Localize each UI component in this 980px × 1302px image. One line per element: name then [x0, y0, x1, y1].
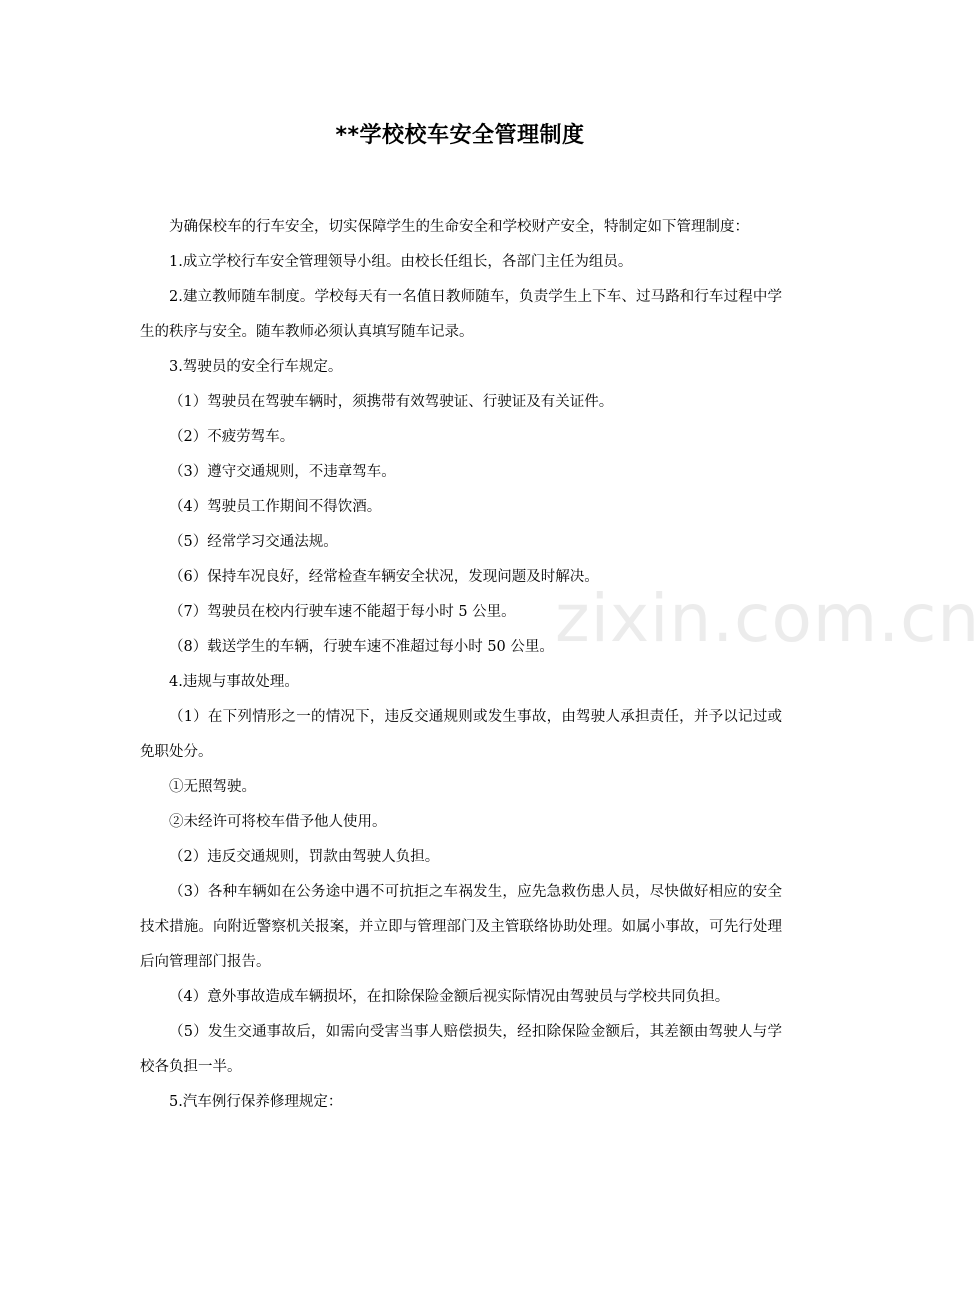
- list-item: （4）驾驶员工作期间不得饮酒。: [169, 499, 382, 515]
- paragraph: 2.建立教师随车制度。学校每天有一名值日教师随车，负责学生上下车、过马路和行车过程中学生的秩序与安全。随车教师必须认真填写随车记录。: [140, 289, 782, 340]
- list-item: （8）载送学生的车辆，行驶车速不准超过每小时 50 公里。: [169, 639, 554, 655]
- list-item: （6）保持车况良好，经常检查车辆安全状况，发现问题及时解决。: [169, 569, 599, 585]
- sub-list-item: ①无照驾驶。: [169, 779, 256, 795]
- list-item: （1）驾驶员在驾驶车辆时，须携带有效驾驶证、行驶证及有关证件。: [169, 394, 614, 410]
- list-item: （1）在下列情形之一的情况下，违反交通规则或发生事故，由驾驶人承担责任，并予以记过或免职处分。: [140, 709, 782, 760]
- list-item: （3）遵守交通规则，不违章驾车。: [169, 464, 396, 480]
- intro-paragraph: 为确保校车的行车安全，切实保障学生的生命安全和学校财产安全，特制定如下管理制度：: [169, 219, 749, 235]
- document-title: **学校校车安全管理制度: [335, 123, 585, 148]
- section-heading: 4.违规与事故处理。: [169, 674, 299, 690]
- list-item: （2）不疲劳驾车。: [169, 429, 295, 445]
- list-item: （4）意外事故造成车辆损坏，在扣除保险金额后视实际情况由驾驶员与学校共同负担。: [169, 989, 730, 1005]
- section-heading: 5.汽车例行保养修理规定：: [169, 1094, 343, 1110]
- document-body: [140, 210, 782, 1120]
- list-item: （5）经常学习交通法规。: [169, 534, 338, 550]
- section-heading: 3.驾驶员的安全行车规定。: [169, 359, 343, 375]
- paragraph: 1.成立学校行车安全管理领导小组。由校长任组长，各部门主任为组员。: [169, 254, 633, 270]
- sub-list-item: ②未经许可将校车借予他人使用。: [169, 814, 387, 830]
- list-item: （3）各种车辆如在公务途中遇不可抗拒之车祸发生，应先急救伤患人员，尽快做好相应的安全技术措施。向附近警察机关报案，并立即与管理部门及主管联络协助处理。如属小事故，可先行处理后向管理部门报告。: [140, 884, 782, 970]
- list-item: （7）驾驶员在校内行驶车速不能超于每小时 5 公里。: [169, 604, 516, 620]
- watermark: zixin.com.cn: [555, 580, 980, 657]
- list-item: （5）发生交通事故后，如需向受害当事人赔偿损失，经扣除保险金额后，其差额由驾驶人与学校各负担一半。: [140, 1024, 782, 1075]
- list-item: （2）违反交通规则，罚款由驾驶人负担。: [169, 849, 440, 865]
